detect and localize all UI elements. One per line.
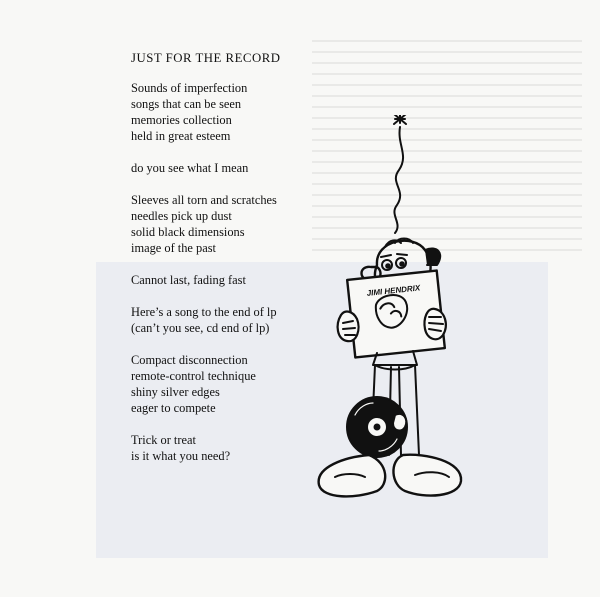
poem-line: eager to compete: [131, 401, 216, 415]
poem-line: Compact disconnection: [131, 353, 248, 367]
poem-line: image of the past: [131, 241, 216, 255]
poem-line: held in great esteem: [131, 129, 231, 143]
poem-line: Here’s a song to the end of lp: [131, 305, 277, 319]
spark-icon: [394, 115, 406, 124]
left-shoe: [319, 455, 386, 496]
poem-line: is it what you need?: [131, 449, 231, 463]
fuse-line: [394, 127, 403, 233]
poem-line: memories collection: [131, 113, 232, 127]
bleed-through-left: [20, 40, 115, 540]
poem-line: Sleeves all torn and scratches: [131, 193, 277, 207]
poem-line: Cannot last, fading fast: [131, 273, 246, 287]
poem-line: needles pick up dust: [131, 209, 232, 223]
album-cover-label: JIMI HENDRIX: [366, 283, 421, 298]
poem-line: (can’t you see, cd end of lp): [131, 321, 270, 335]
poem-line: Sounds of imperfection: [131, 81, 248, 95]
poem-line: Trick or treat: [131, 433, 196, 447]
cartoon-man-holding-record-icon: [285, 115, 485, 515]
left-hand: [338, 312, 359, 342]
right-shoe: [393, 455, 461, 496]
poem-line: shiny silver edges: [131, 385, 220, 399]
poem-line: do you see what I mean: [131, 161, 249, 175]
poem-line: songs that can be seen: [131, 97, 242, 111]
poem-title: JUST FOR THE RECORD: [131, 51, 281, 65]
poem-line: remote-control technique: [131, 369, 256, 383]
poem-line: solid black dimensions: [131, 225, 245, 239]
